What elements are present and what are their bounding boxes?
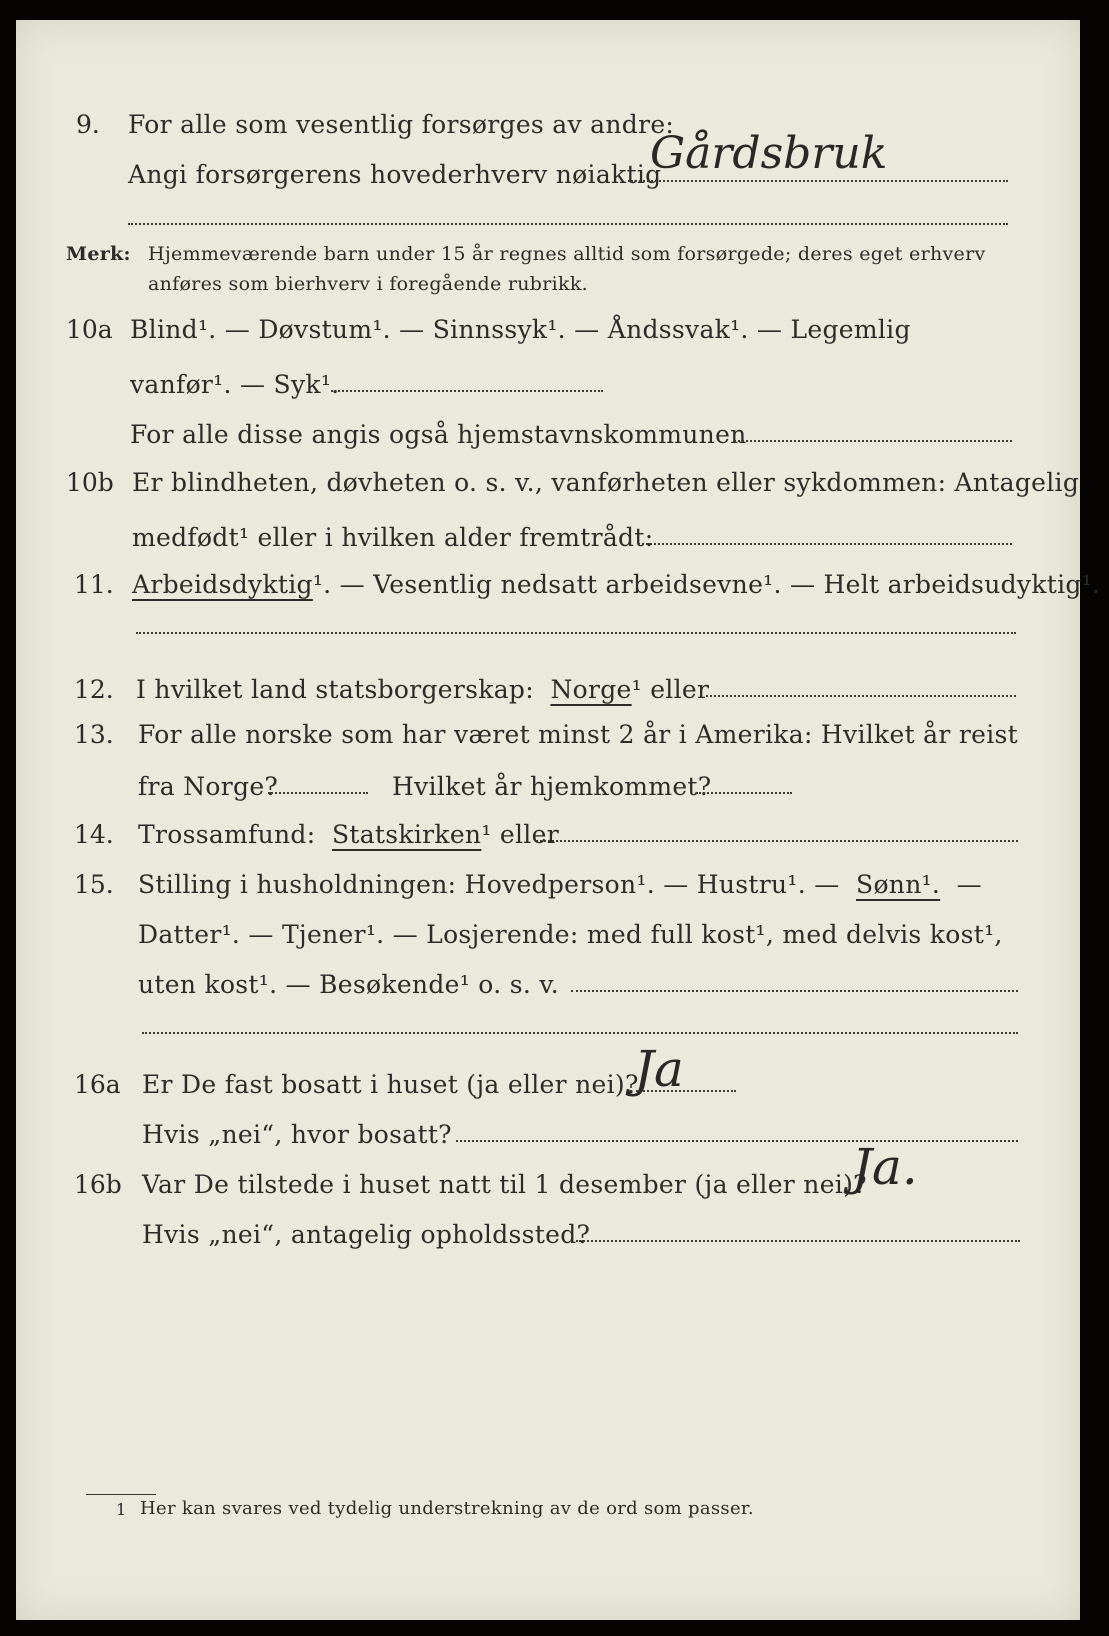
q10b-line2: medfødt¹ eller i hvilken alder fremtrådt: bbox=[132, 523, 654, 552]
q14-underlined-option: Statskirken bbox=[331, 820, 482, 849]
q14-post: ¹ eller bbox=[481, 820, 559, 849]
q10a-number: 10a bbox=[66, 315, 113, 344]
q15-line1 bbox=[138, 870, 982, 899]
q15-number: 15. bbox=[74, 870, 114, 899]
q14-number: 14. bbox=[74, 820, 114, 849]
q15-line1b: — bbox=[956, 870, 982, 899]
q13-number: 13. bbox=[74, 720, 114, 749]
footnote-rule bbox=[86, 1494, 156, 1495]
merk-label: Merk: bbox=[66, 243, 131, 265]
q10b-line1: Er blindheten, døvheten o. s. v., vanførheten eller sykdommen: Antagelig bbox=[132, 468, 1080, 497]
q12-post: ¹ eller bbox=[631, 675, 710, 704]
q9-extra-line bbox=[128, 223, 1008, 225]
q12-answer-line bbox=[706, 695, 1016, 697]
q16a-line2: Hvis „nei“, hvor bosatt? bbox=[142, 1120, 452, 1149]
q13-hjemkommet-line bbox=[696, 792, 792, 794]
q15-answer-line bbox=[571, 990, 1018, 992]
q11-rest: ¹. — Vesentlig nedsatt arbeidsevne¹. — Helt arbeidsudyktig¹. bbox=[312, 570, 1101, 599]
q16b-opholdssted-line bbox=[576, 1240, 1020, 1242]
q12-line bbox=[136, 675, 709, 704]
q15-underlined-option: Sønn¹. bbox=[856, 870, 941, 899]
q16b-number: 16b bbox=[74, 1170, 122, 1199]
q9-answer-line bbox=[628, 180, 1008, 182]
q16b-line2: Hvis „nei“, antagelig opholdssted? bbox=[142, 1220, 591, 1249]
q10a-hjemstavn-line bbox=[734, 440, 1012, 442]
q16a-handwritten-answer: Ja bbox=[634, 1040, 684, 1098]
q16a-line1: Er De fast bosatt i huset (ja eller nei)? bbox=[142, 1070, 639, 1099]
q14-line bbox=[138, 820, 559, 849]
q10b-number: 10b bbox=[66, 468, 114, 497]
q16b-handwritten-answer: Ja. bbox=[852, 1138, 918, 1196]
q12-underlined-option: Norge bbox=[550, 675, 632, 704]
q9-line2: Angi forsørgerens hovederhverv nøiaktig bbox=[128, 160, 662, 189]
q12-number: 12. bbox=[74, 675, 114, 704]
q14-answer-line bbox=[536, 840, 1018, 842]
q10a-syk-line bbox=[331, 390, 603, 392]
q11-extra-line bbox=[136, 632, 1016, 634]
footnote-text: Her kan svares ved tydelig understrekning av de ord som passer. bbox=[140, 1498, 754, 1519]
q15-line1a: Stilling i husholdningen: Hovedperson¹. — Hustru¹. — bbox=[138, 870, 840, 899]
merk-line2: anføres som bierhverv i foregående rubrikk. bbox=[148, 273, 588, 295]
q10a-line2: vanfør¹. — Syk¹. bbox=[130, 370, 340, 399]
q16b-line1: Var De tilstede i huset natt til 1 desember (ja eller nei)? bbox=[142, 1170, 867, 1199]
q15-line2: Datter¹. — Tjener¹. — Losjerende: med full kost¹, med delvis kost¹, bbox=[138, 920, 1003, 949]
q13-line2a: fra Norge? bbox=[138, 772, 279, 801]
footnote-mark: 1 bbox=[116, 1500, 127, 1519]
q9-number: 9. bbox=[76, 110, 100, 139]
q13-line2b: Hvilket år hjemkommet? bbox=[392, 772, 712, 801]
q14-question: Trossamfund: bbox=[138, 820, 316, 849]
q13-line1: For alle norske som har været minst 2 år i Amerika: Hvilket år reist bbox=[138, 720, 1019, 749]
q13-reist-line bbox=[268, 792, 368, 794]
q11-underlined-option: Arbeidsdyktig bbox=[132, 570, 313, 599]
census-form-page bbox=[16, 20, 1101, 1620]
q16a-number: 16a bbox=[74, 1070, 121, 1099]
q11-line bbox=[132, 570, 1100, 599]
q15-line3: uten kost¹. — Besøkende¹ o. s. v. bbox=[138, 970, 560, 999]
q9-handwritten-answer: Gårdsbruk bbox=[650, 128, 888, 179]
q10b-alder-line bbox=[638, 543, 1012, 545]
merk-line1: Hjemmeværende barn under 15 år regnes alltid som forsørgede; deres eget erhverv bbox=[148, 243, 986, 265]
q10a-line1: Blind¹. — Døvstum¹. — Sinnssyk¹. — Åndssvak¹. — Legemlig bbox=[130, 315, 911, 344]
q11-number: 11. bbox=[74, 570, 114, 599]
q9-line1: For alle som vesentlig forsørges av andre: bbox=[128, 110, 675, 139]
q12-question: I hvilket land statsborgerskap: bbox=[136, 675, 534, 704]
q15-extra-line bbox=[142, 1032, 1018, 1034]
q16a-bosatt-line bbox=[456, 1140, 1018, 1142]
q10a-line3: For alle disse angis også hjemstavnskommunen bbox=[130, 420, 747, 449]
